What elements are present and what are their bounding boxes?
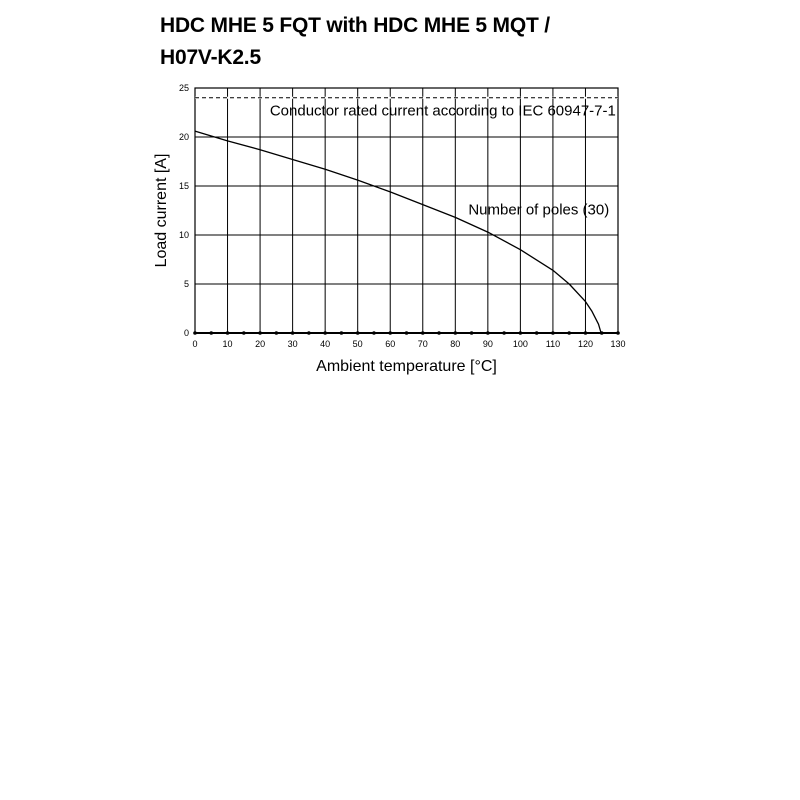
annotations (270, 102, 616, 218)
y-tick-label: 5 (183, 279, 189, 289)
y-tick-label: 15 (178, 181, 189, 191)
x-tick-label: 70 (417, 339, 428, 349)
x-tick-label: 60 (385, 339, 396, 349)
x-tick-label: 110 (545, 339, 561, 349)
x-tick-label: 20 (255, 339, 266, 349)
y-tick-label: 25 (178, 83, 189, 93)
x-tick-label: 50 (352, 339, 363, 349)
x-tick-label: 120 (577, 339, 593, 349)
load-current-curve (195, 131, 601, 333)
x-axis-label: Ambient temperature [°C] (316, 358, 497, 375)
y-tick-label: 20 (178, 132, 189, 142)
y-tick-label: 10 (178, 230, 189, 240)
chart-title-line-1: HDC MHE 5 FQT with HDC MHE 5 MQT / (160, 14, 550, 37)
chart-title-line-2: H07V-K2.5 (160, 46, 261, 69)
series-annotation: Number of poles (30) (468, 201, 610, 219)
x-tick-label: 100 (512, 339, 528, 349)
y-axis-label: Load current [A] (153, 153, 170, 268)
x-tick-labels (192, 339, 625, 349)
x-tick-label: 90 (482, 339, 493, 349)
x-tick-label: 10 (222, 339, 233, 349)
y-tick-labels (179, 83, 189, 338)
x-tick-label: 130 (610, 339, 626, 349)
x-tick-label: 40 (320, 339, 331, 349)
y-tick-label: 0 (183, 328, 189, 338)
x-tick-label: 30 (287, 339, 298, 349)
rated-current-annotation: Conductor rated current according to IEC 60947-7-1 (269, 102, 616, 120)
x-tick-label: 0 (192, 339, 198, 349)
x-tick-label: 80 (450, 339, 461, 349)
